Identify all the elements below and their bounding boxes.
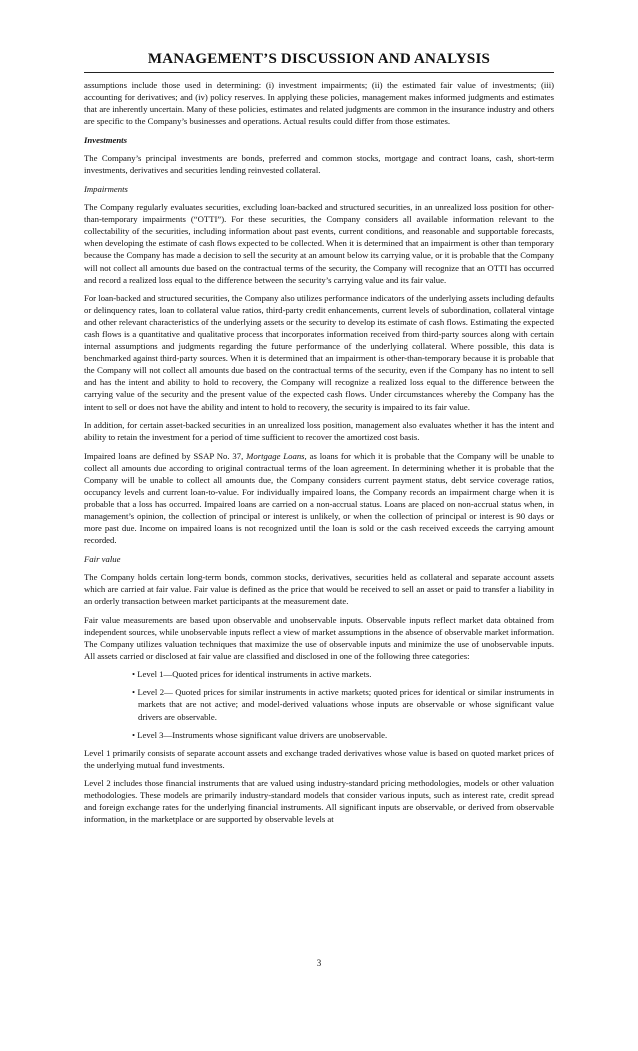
intro-paragraph: assumptions include those used in determining: (i) investment impairments; (ii) the estimated fair value of investments; (iii) accounting for derivatives; and (iv) policy reserves. In applying these policies, management makes informed judgments and estimates that are inherently uncertain. Many of these policies, estimates and related judgments are common in the insurance industry and others are specific to the Company’s businesses and operations. Actual results could differ from those estimates. [84, 80, 554, 127]
fair-value-levels-list [84, 668, 554, 740]
fair-value-heading: Fair value [84, 553, 121, 564]
impairments-paragraph-3: In addition, for certain asset-backed securities in an unrealized loss position, management also evaluates whether it has the intent and ability to retain the investment for a period of time sufficient to recover the amortized cost basis. [84, 420, 554, 443]
page-title: MANAGEMENT’S DISCUSSION AND ANALYSIS [147, 51, 491, 67]
impairments-paragraph-1: The Company regularly evaluates securities, excluding loan-backed and structured securities, in an unrealized loss position for other-than-temporary impairments (“OTTI”). For these securities, the Company considers all available information relevant to the collectability of the securities, including information about past events, current conditions, and reasonable and supportable forecasts, when developing the estimate of cash flows expected to be collected. When it is determined that an impairment is other than temporary because the Company has made a decision to sell the security at an amount below its carrying value, or it is probable that the Company will not collect all amounts due based on the contractual terms of the security, the Company will recognize that an OTTI has occurred and record a realized loss equal to the difference between the security’s carrying value and its fair value. [84, 202, 554, 285]
fair-value-paragraph-4: Level 2 includes those financial instruments that are valued using industry-standard pricing methodologies, models or other valuation methodologies. These models are primarily industry-standard models that consider various inputs, such as interest rate, credit spread and foreign exchange rates for the underlying financial instruments. All significant inputs are observable, or derived from observable information, in the marketplace or are supported by observable levels at [84, 778, 554, 825]
impairments-heading: Impairments [84, 183, 128, 194]
impairments-paragraph-2: For loan-backed and structured securities, the Company also utilizes performance indicators of the underlying assets including defaults or delinquency rates, loan to collateral value ratios, third-party credit enhancements, current levels of subordination, collateral vintage and other relevant characteristics of the underlying assets or the security to develop its estimate of cash flows. Estimating the expected cash flows is a quantitative and qualitative process that incorporates information received from third-party sources along with certain internal assumptions and judgments regarding the future performance of the underlying collateral. Where possible, this data is benchmarked against third-party sources. When it is determined that an impairment is other-than-temporary because it is probable that the Company will not collect all amounts due based on the contractual terms of the security, even if the Company has no intent to sell and has the intent and ability to hold to recovery, the Company will recognize a realized loss equal to the difference between the carrying value of the security and the present value of the expected cash flows. Under circumstances whereby the Company has the intent to sell or does not have the ability and intent to hold to recovery, the security is impaired to its fair value. [84, 293, 554, 412]
level-1-item: • Level 1—Quoted prices for identical instruments in active markets. [132, 669, 372, 680]
page-number: 3 [316, 958, 322, 968]
fair-value-paragraph-2: Fair value measurements are based upon observable and unobservable inputs. Observable inputs reflect market data obtained from independent sources, while unobservable inputs reflect a view of market assumptions in the absence of observable market information. The Company utilizes valuation techniques that maximize the use of observable inputs and minimize the use of unobservable inputs. All assets carried or disclosed at fair value are classified and disclosed in one of the following three categories: [84, 614, 554, 661]
investments-paragraph: The Company’s principal investments are bonds, preferred and common stocks, mortgage and contract loans, cash, short-term investments, derivatives and securities lending reinvested collateral. [84, 153, 554, 176]
fair-value-paragraph-1: The Company holds certain long-term bonds, common stocks, derivatives, securities held as collateral and separate account assets which are carried at fair value. Fair value is defined as the price that would be received to sell an asset or paid to transfer a liability in an orderly transaction between market participants at the measurement date. [84, 572, 554, 607]
level-3-item: • Level 3—Instruments whose significant value drivers are unobservable. [132, 729, 388, 740]
impairments-paragraph-4-end: as loans for which it is probable that the Company will be unable to collect all amounts due according to original contractual terms of the loan agreement. In determining whether it is probable that the Company will be unable to collect all amounts due, the Company considers current payment status, debt service coverage ratios, occupancy levels and current loan-to-value. For individually impaired loans, the Company records an impairment charge when it is probable that a loss has occurred. Impaired loans are carried on a non-accrual status. Loans are placed on non-accrual status when, in management’s opinion, the collection of principal or interest is unlikely, or when the collection of principal or interest is 90 days or more past due. Income on impaired loans is not recognized until the loan is sold or the cash received exceeds the carrying amount recorded. [84, 450, 554, 545]
level-2-item: • Level 2— Quoted prices for similar instruments in active markets; quoted prices for identical or similar instruments in markets that are not active; and model-derived valuations whose inputs are observable or whose significant value drivers are observable. [132, 687, 554, 722]
impairments-paragraph-4 [84, 450, 554, 546]
fair-value-paragraph-3: Level 1 primarily consists of separate account assets and exchange traded derivatives whose value is based on quoted market prices of the underlying mutual fund investments. [84, 747, 554, 770]
mortgage-loans-reference: Mortgage Loans, [246, 450, 307, 461]
impairments-paragraph-4-start: Impaired loans are defined by SSAP No. 37, [84, 450, 247, 461]
investments-heading: Investments [84, 134, 127, 145]
title-rule [84, 72, 554, 73]
